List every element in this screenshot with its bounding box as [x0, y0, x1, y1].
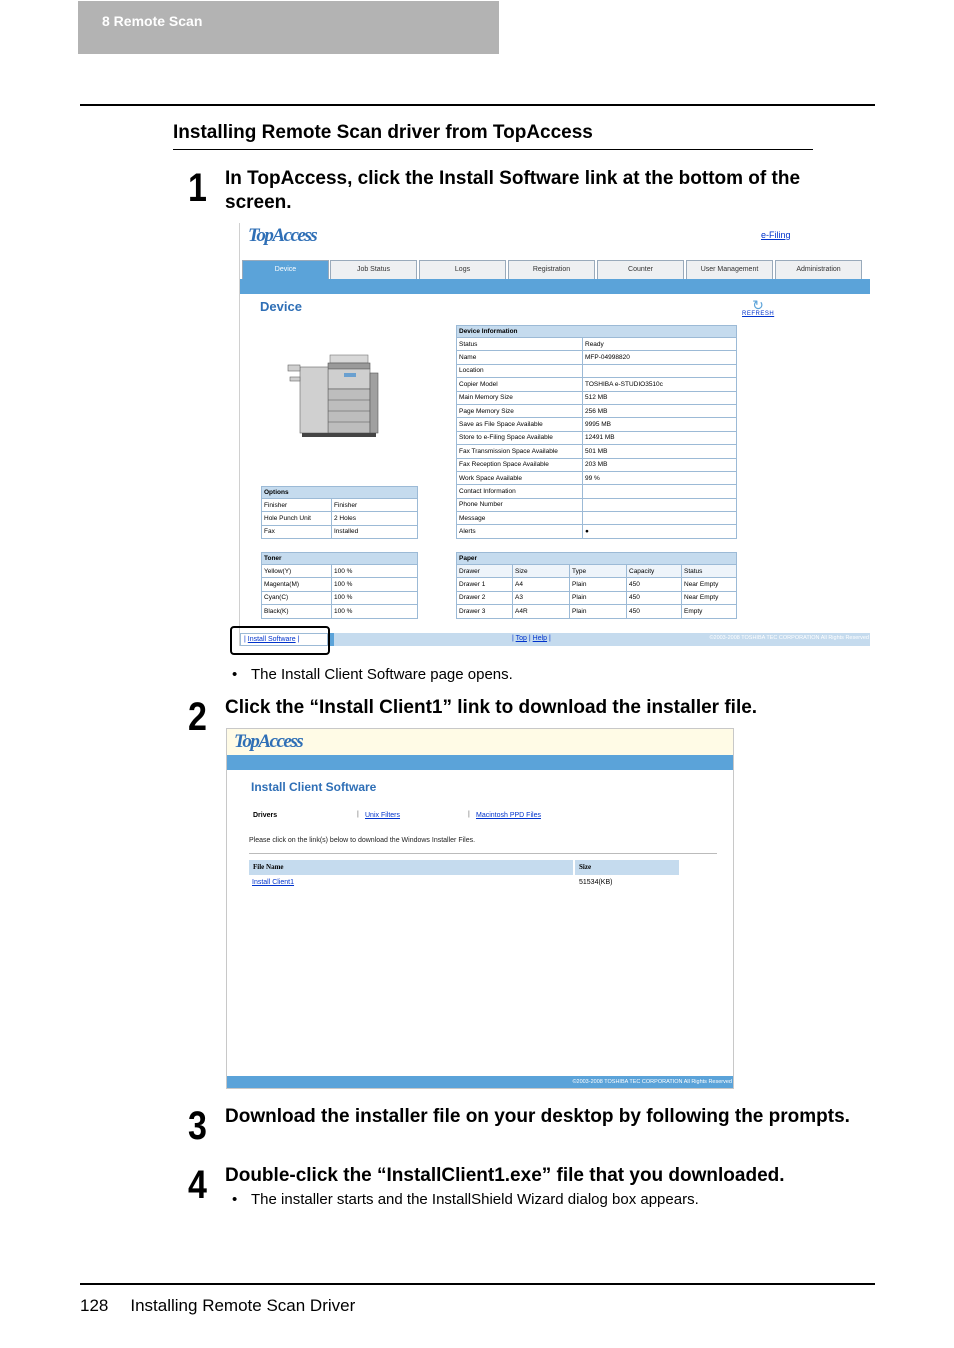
step-text: In TopAccess, click the Install Software link at the bottom of the screen.: [225, 168, 801, 213]
row-label: Phone Number: [457, 498, 583, 511]
copier-image: [282, 353, 382, 439]
column-header: Type: [570, 565, 627, 578]
row-value: [583, 498, 737, 511]
table-column-headers: [457, 565, 737, 578]
header-band: [227, 729, 734, 755]
row-label: Name: [457, 351, 583, 364]
row-label: Magenta(M): [262, 578, 332, 591]
table-row: [457, 378, 737, 391]
nav-separator: |: [357, 811, 359, 818]
row-value: MFP-04998820: [583, 351, 737, 364]
bullet-note: • The installer starts and the InstallShield Wizard dialog box appears.: [232, 1191, 699, 1208]
table-header: Toner: [262, 553, 418, 565]
table-row: [457, 445, 737, 458]
column-header: Size: [513, 565, 570, 578]
table-row: [457, 525, 737, 538]
footer-bar: [227, 1076, 734, 1089]
row-label: Page Memory Size: [457, 404, 583, 417]
footer-title: Installing Remote Scan Driver: [130, 1296, 356, 1315]
table-header: Paper: [457, 553, 737, 565]
cell: 450: [627, 605, 682, 618]
top-rule: [80, 104, 875, 106]
row-label: Status: [457, 338, 583, 351]
row-label: Fax: [262, 525, 332, 538]
table-row: [457, 418, 737, 431]
row-value: ●: [583, 525, 737, 538]
tab-job-status[interactable]: Job Status: [330, 260, 417, 279]
column-header: Status: [682, 565, 737, 578]
topaccess-device-screenshot: [239, 223, 870, 646]
divider: [249, 853, 717, 854]
refresh-icon: ↻: [752, 297, 764, 313]
table-row: [262, 499, 418, 512]
table-row: [457, 605, 737, 618]
nav-unix-filters[interactable]: Unix Filters: [365, 812, 401, 819]
row-value: TOSHIBA e-STUDIO3510c: [583, 378, 737, 391]
section-title: Installing Remote Scan driver from TopAccess: [173, 122, 593, 143]
row-value: 100 %: [332, 565, 418, 578]
cell: Plain: [570, 578, 627, 591]
cell: Empty: [682, 605, 737, 618]
install-client-screenshot: [226, 728, 734, 1089]
step-text: Download the installer file on your desktop by following the prompts.: [225, 1106, 850, 1127]
cell: A4: [513, 578, 570, 591]
table-row: [262, 605, 418, 618]
table-row: [457, 498, 737, 511]
bottom-rule: [80, 1283, 875, 1285]
row-label: Hole Punch Unit: [262, 512, 332, 525]
cell: A3: [513, 591, 570, 604]
table-row: [262, 512, 418, 525]
install-software-link[interactable]: Install Software: [247, 636, 296, 643]
table-row: [457, 578, 737, 591]
cell: Drawer 2: [457, 591, 513, 604]
table-row: [457, 591, 737, 604]
topaccess-logo: TopAccess: [234, 731, 303, 752]
table-row: [262, 591, 418, 604]
step-number: 3: [188, 1104, 207, 1148]
row-value: 99 %: [583, 471, 737, 484]
row-value: [583, 485, 737, 498]
row-label: Work Space Available: [457, 471, 583, 484]
row-value: 512 MB: [583, 391, 737, 404]
table-row: [457, 364, 737, 377]
header-bar: [240, 279, 870, 294]
row-label: Alerts: [457, 525, 583, 538]
row-label: Contact Information: [457, 485, 583, 498]
tab-administration[interactable]: Administration: [775, 260, 862, 279]
table-row: [457, 404, 737, 417]
row-value: [583, 512, 737, 525]
cell: 450: [627, 578, 682, 591]
toner-table: [261, 552, 418, 619]
copyright: ©2003-2008 TOSHIBA TEC CORPORATION All Rights Reserved: [572, 1079, 732, 1085]
row-label: Save as File Space Available: [457, 418, 583, 431]
page-footer: [80, 1296, 355, 1316]
row-value: 100 %: [332, 605, 418, 618]
cell: Drawer 1: [457, 578, 513, 591]
cell: Plain: [570, 605, 627, 618]
table-row: [457, 485, 737, 498]
tab-device[interactable]: Device: [242, 260, 329, 280]
help-link[interactable]: Help: [532, 635, 548, 642]
page-number: 128: [80, 1296, 109, 1315]
step-text: Click the “Install Client1” link to download the installer file.: [225, 697, 758, 718]
options-table: [261, 486, 418, 539]
table-row: [457, 391, 737, 404]
row-label: Message: [457, 512, 583, 525]
row-value: 100 %: [332, 578, 418, 591]
footer-links: | Top | Help |: [512, 635, 551, 642]
table-header: Device Information: [457, 326, 737, 338]
table-row: [457, 431, 737, 444]
page-title: Device: [260, 299, 302, 314]
row-label: Copier Model: [457, 378, 583, 391]
page-title: Install Client Software: [251, 780, 377, 794]
table-row: [262, 565, 418, 578]
row-value: Ready: [583, 338, 737, 351]
row-label: Yellow(Y): [262, 565, 332, 578]
column-header-file: File Name: [249, 860, 573, 875]
column-header: Drawer: [457, 565, 513, 578]
step-number: 4: [188, 1163, 207, 1207]
footer-bar: [240, 633, 870, 646]
install-software-cell: | Install Software |: [240, 633, 328, 646]
tab-logs[interactable]: Logs: [419, 260, 506, 279]
row-value: 12491 MB: [583, 431, 737, 444]
nav-macintosh-ppd[interactable]: Macintosh PPD Files: [476, 812, 541, 819]
header-bar: [227, 755, 734, 770]
row-value: 203 MB: [583, 458, 737, 471]
nav-drivers[interactable]: Drivers: [253, 812, 278, 819]
table-header: Options: [262, 487, 418, 499]
install-client1-link[interactable]: Install Client1: [252, 879, 295, 886]
file-size: 51534(KB): [579, 879, 613, 886]
cell: Near Empty: [682, 591, 737, 604]
row-value: 100 %: [332, 591, 418, 604]
table-row: [457, 338, 737, 351]
topaccess-logo: TopAccess: [248, 225, 317, 246]
column-header: Capacity: [627, 565, 682, 578]
device-info-table: [456, 325, 737, 539]
top-link[interactable]: Top: [515, 635, 527, 642]
tab-counter[interactable]: Counter: [597, 260, 684, 279]
table-row: [457, 351, 737, 364]
row-label: Black(K): [262, 605, 332, 618]
step-number: 2: [188, 695, 207, 739]
tab-registration[interactable]: Registration: [508, 260, 595, 279]
row-label: Fax Transmission Space Available: [457, 445, 583, 458]
table-row: [457, 471, 737, 484]
row-value: Installed: [332, 525, 418, 538]
instruction-text: Please click on the link(s) below to download the Windows Installer Files.: [249, 837, 476, 844]
chapter-tab: [78, 1, 499, 54]
table-row: [457, 458, 737, 471]
section-rule: [173, 149, 813, 150]
row-value: 9995 MB: [583, 418, 737, 431]
row-value: 501 MB: [583, 445, 737, 458]
step-number: 1: [188, 166, 207, 210]
tab-bar: [242, 260, 870, 279]
refresh-label: REFRESH: [742, 311, 775, 317]
nav-separator: |: [468, 811, 470, 818]
row-value: 2 Holes: [332, 512, 418, 525]
column-header-size: Size: [575, 860, 679, 875]
row-label: Fax Reception Space Available: [457, 458, 583, 471]
copyright: ©2003-2008 TOSHIBA TEC CORPORATION All Rights Reserved: [709, 635, 869, 641]
cell: Near Empty: [682, 578, 737, 591]
paper-table: [456, 552, 737, 619]
row-label: Location: [457, 364, 583, 377]
table-row: [262, 578, 418, 591]
chapter-label: 8 Remote Scan: [102, 13, 203, 29]
step-text: Double-click the “InstallClient1.exe” file that you downloaded.: [225, 1165, 785, 1186]
cell: 450: [627, 591, 682, 604]
row-label: Store to e-Filing Space Available: [457, 431, 583, 444]
efiling-link[interactable]: e-Filing: [761, 230, 791, 240]
row-label: Main Memory Size: [457, 391, 583, 404]
row-label: Finisher: [262, 499, 332, 512]
install-software-highlight: [230, 626, 330, 655]
row-value: Finisher: [332, 499, 418, 512]
table-row: [457, 512, 737, 525]
bullet-note: • The Install Client Software page opens.: [232, 666, 513, 683]
tab-user-management[interactable]: User Management: [686, 260, 773, 279]
cell: Drawer 3: [457, 605, 513, 618]
refresh-button[interactable]: [742, 299, 774, 317]
row-value: [583, 364, 737, 377]
cell: A4R: [513, 605, 570, 618]
row-label: Cyan(C): [262, 591, 332, 604]
table-row: [262, 525, 418, 538]
row-value: 256 MB: [583, 404, 737, 417]
cell: Plain: [570, 591, 627, 604]
